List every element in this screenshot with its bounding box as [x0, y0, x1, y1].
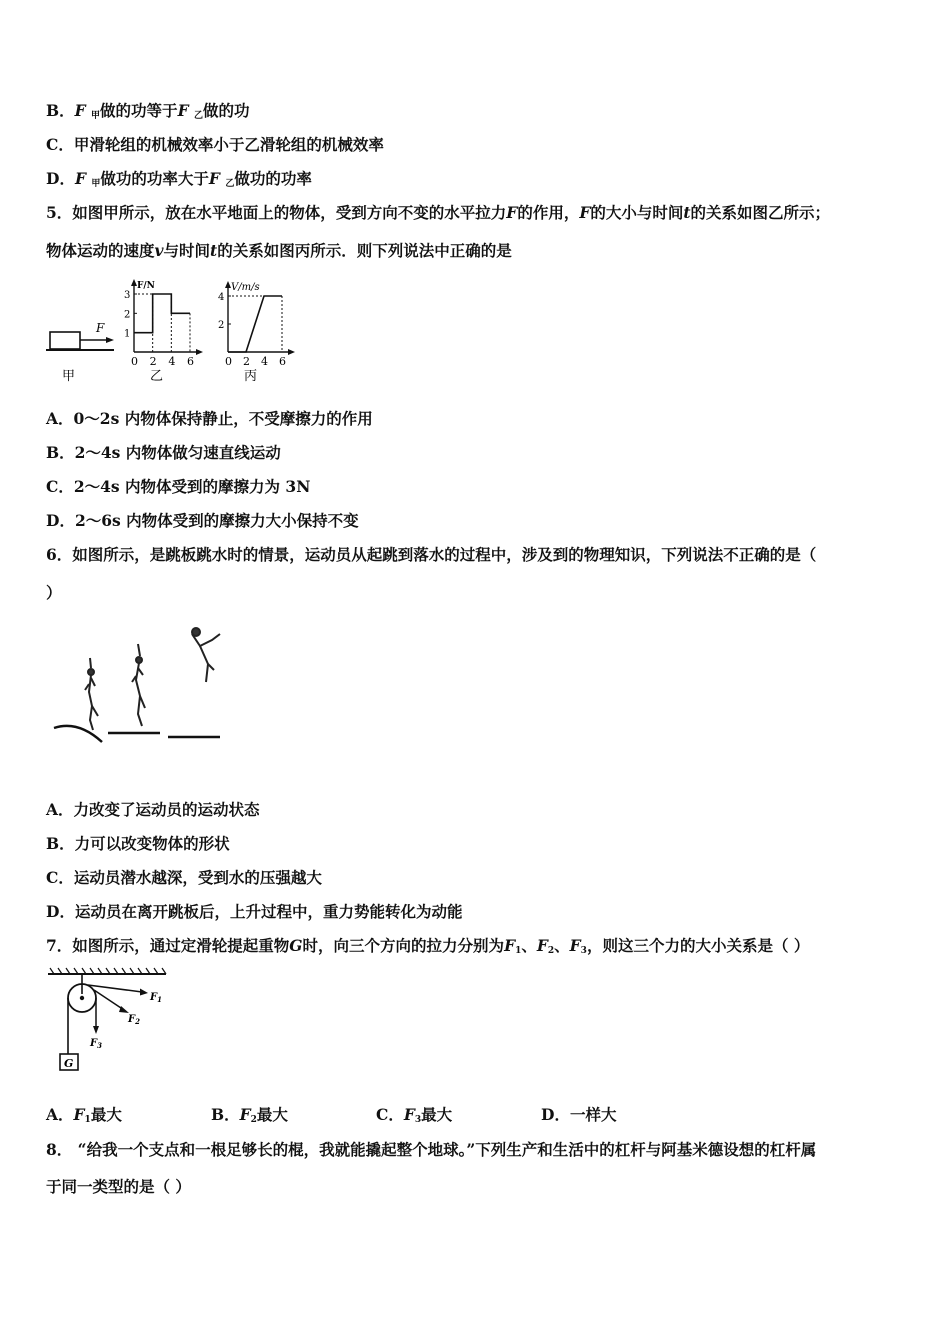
yi-xtick-label: 0	[131, 355, 138, 368]
f3-label: $F_3$	[90, 1038, 102, 1050]
bing-xtick-label: 6	[279, 355, 286, 368]
q4-option-c: C．甲滑轮组的机械效率小于乙滑轮组的机械效率	[46, 135, 384, 154]
label-yi: 乙	[150, 369, 164, 384]
pulley-diagram	[44, 966, 184, 1076]
chart-yi	[124, 279, 203, 384]
q6-stem-line2: ）	[46, 583, 62, 602]
diving-illustration	[48, 620, 228, 760]
yi-ytick-label: 1	[124, 328, 131, 340]
yi-xtick-label: 2	[149, 355, 157, 368]
yi-ytick-label: 2	[124, 309, 131, 321]
yi-ytick-label: 3	[124, 290, 131, 301]
diver-figure-3	[192, 628, 220, 682]
q7-stem: 7．如图所示，通过定滑轮提起重物G时，向三个方向的拉力分别为$F_1$、$F_2$、$F_3$，则这三个力的大小关系是（ ）	[46, 936, 810, 956]
q8-stem-line2: 于同一类型的是（ ）	[46, 1177, 191, 1196]
q5-option-c: C．2～4s 内物体受到的摩擦力为 3N	[46, 477, 311, 496]
q6-stem-line1: 6．如图所示，是跳板跳水时的情景，运动员从起跳到落水的过程中，涉及到的物理知识，下列说法不正确的是（	[46, 545, 817, 564]
f1-label: $F_1$	[150, 992, 162, 1004]
q5-option-b: B．2～4s 内物体做匀速直线运动	[46, 443, 281, 462]
q6-option-d: D．运动员在离开跳板后，上升过程中，重力势能转化为动能	[46, 902, 463, 921]
yi-xtick-label: 4	[168, 355, 176, 368]
f2-label: $F_2$	[128, 1014, 140, 1026]
q4-option-b: B．F $_甲$做的功等于F $_乙$做的功	[46, 101, 250, 121]
force-label: F	[96, 321, 105, 335]
q5-option-a: A．0～2s 内物体保持静止，不受摩擦力的作用	[46, 409, 373, 428]
q7-option-d: D．一样大	[541, 1105, 617, 1124]
bing-xtick-label: 2	[243, 355, 250, 368]
bing-xtick-label: 4	[261, 355, 268, 368]
q8-stem-line1: 8． “给我一个支点和一根足够长的棍，我就能撬起整个地球。”下列生产和生活中的杠杆与阿基米德设想的杠杆属	[46, 1140, 817, 1159]
bing-series-line	[228, 296, 282, 352]
bing-ytick-label: 2	[218, 320, 225, 331]
q5-stem-line2: 物体运动的速度v与时间t的关系如图丙所示．则下列说法中正确的是	[46, 241, 512, 260]
block-diagram	[46, 321, 114, 384]
q7-option-c: C．$F_3$最大	[376, 1105, 453, 1125]
q5-stem-line1: 5．如图甲所示，放在水平地面上的物体，受到方向不变的水平拉力F的作用，F的大小与时间t的关系如图乙所示；	[46, 203, 831, 222]
q7-option-b: B．$F_2$最大	[211, 1105, 288, 1125]
q6-option-b: B．力可以改变物体的形状	[46, 834, 230, 853]
yi-xtick-label: 6	[187, 355, 194, 368]
bing-ytick-label: 4	[218, 292, 225, 303]
q6-option-c: C．运动员潜水越深，受到水的压强越大	[46, 868, 322, 887]
diver-figure-1	[85, 658, 98, 730]
label-jia: 甲	[62, 369, 76, 384]
q6-option-a: A．力改变了运动员的运动状态	[46, 800, 260, 819]
bing-xtick-label: 0	[225, 355, 232, 368]
yi-series-line	[134, 294, 190, 333]
q7-option-a: A．$F_1$最大	[46, 1105, 122, 1125]
chart-bing-ylabel: V/m/s	[231, 282, 260, 293]
diver-figure-2	[132, 644, 145, 726]
q5-figure	[40, 276, 300, 388]
chart-bing	[218, 281, 295, 384]
chart-yi-ylabel: F/N	[137, 281, 155, 291]
weight-label: G	[64, 1057, 74, 1070]
q5-option-d: D．2～6s 内物体受到的摩擦力大小保持不变	[46, 511, 359, 530]
q4-option-d: D．F $_甲$做功的功率大于F $_乙$做功的功率	[46, 169, 312, 189]
label-bing: 丙	[244, 369, 258, 384]
